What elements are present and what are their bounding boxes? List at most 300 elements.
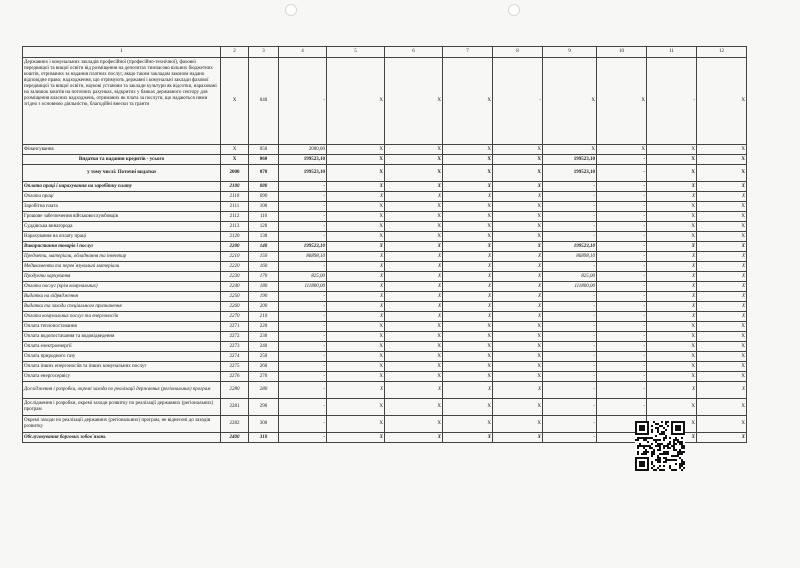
cell: X bbox=[493, 416, 543, 433]
cell: X bbox=[443, 282, 493, 292]
cell: X bbox=[697, 222, 747, 232]
cell: - bbox=[279, 232, 327, 242]
cell: X bbox=[697, 155, 747, 165]
cell: X bbox=[327, 242, 385, 252]
cell: X bbox=[697, 252, 747, 262]
cell: 120 bbox=[249, 222, 279, 232]
column-number-row bbox=[23, 47, 747, 58]
cell: 210 bbox=[249, 312, 279, 322]
cell: 050 bbox=[249, 145, 279, 155]
cell: X bbox=[493, 342, 543, 352]
cell: - bbox=[279, 372, 327, 382]
cell: X bbox=[385, 322, 443, 332]
cell: 2270 bbox=[221, 312, 249, 322]
cell: - bbox=[279, 292, 327, 302]
cell: X bbox=[647, 165, 697, 182]
col-header: 2 bbox=[221, 47, 249, 58]
cell: X bbox=[647, 222, 697, 232]
cell: X bbox=[647, 399, 697, 416]
cell: - bbox=[279, 302, 327, 312]
cell: X bbox=[647, 352, 697, 362]
row-name: Оплата праці bbox=[23, 192, 221, 202]
cell: X bbox=[697, 145, 747, 155]
cell: X bbox=[327, 399, 385, 416]
cell: X bbox=[385, 58, 443, 145]
cell: 111800,00 bbox=[543, 282, 597, 292]
col-header: 4 bbox=[279, 47, 327, 58]
cell: - bbox=[279, 222, 327, 232]
row-name: Суддівська винагорода bbox=[23, 222, 221, 232]
cell: - bbox=[597, 242, 647, 252]
cell: 280 bbox=[249, 382, 279, 399]
cell: - bbox=[279, 212, 327, 222]
cell: 2271 bbox=[221, 322, 249, 332]
cell: X bbox=[697, 372, 747, 382]
cell: - bbox=[543, 192, 597, 202]
cell: X bbox=[221, 155, 249, 165]
cell: - bbox=[597, 262, 647, 272]
cell: X bbox=[647, 252, 697, 262]
row-name: Медикаменти та перев`язувальні матеріали bbox=[23, 262, 221, 272]
cell: 290 bbox=[249, 399, 279, 416]
cell: 150 bbox=[249, 252, 279, 262]
cell: X bbox=[697, 433, 747, 443]
cell: X bbox=[327, 312, 385, 322]
cell: 2281 bbox=[221, 399, 249, 416]
cell: - bbox=[543, 202, 597, 212]
cell: X bbox=[385, 282, 443, 292]
cell: X bbox=[697, 202, 747, 212]
table-row bbox=[23, 58, 747, 145]
cell: - bbox=[543, 232, 597, 242]
cell: - bbox=[279, 416, 327, 433]
row-name: Оплата комунальних послуг та енергоносіїв bbox=[23, 312, 221, 322]
cell: X bbox=[597, 145, 647, 155]
cell: X bbox=[543, 58, 597, 145]
cell: X bbox=[493, 352, 543, 362]
cell: X bbox=[327, 433, 385, 443]
cell: X bbox=[327, 342, 385, 352]
cell: - bbox=[597, 352, 647, 362]
cell: 199523,10 bbox=[543, 242, 597, 252]
col-header: 10 bbox=[597, 47, 647, 58]
cell: X bbox=[697, 382, 747, 399]
cell: - bbox=[597, 302, 647, 312]
cell: 2100 bbox=[221, 182, 249, 192]
cell: X bbox=[327, 58, 385, 145]
cell: X bbox=[327, 165, 385, 182]
cell: 199523,10 bbox=[279, 155, 327, 165]
cell: - bbox=[279, 433, 327, 443]
table-row bbox=[23, 372, 747, 382]
cell: X bbox=[385, 302, 443, 312]
cell: X bbox=[443, 242, 493, 252]
cell: 199523,10 bbox=[279, 242, 327, 252]
cell: X bbox=[493, 302, 543, 312]
cell: X bbox=[385, 165, 443, 182]
row-name: Видатки та заходи спеціального призначення bbox=[23, 302, 221, 312]
cell: X bbox=[697, 352, 747, 362]
cell: 2400 bbox=[221, 433, 249, 443]
cell: X bbox=[647, 192, 697, 202]
cell: X bbox=[385, 232, 443, 242]
cell: X bbox=[443, 322, 493, 332]
cell: X bbox=[385, 382, 443, 399]
table-row bbox=[23, 292, 747, 302]
col-header: 1 bbox=[23, 47, 221, 58]
cell: X bbox=[385, 312, 443, 322]
cell: X bbox=[493, 272, 543, 282]
cell: - bbox=[279, 332, 327, 342]
cell: X bbox=[543, 145, 597, 155]
cell: - bbox=[279, 362, 327, 372]
cell: - bbox=[279, 262, 327, 272]
row-name: Використання товарів і послуг bbox=[23, 242, 221, 252]
row-name: Оплата праці і нарахування на заробітну плату bbox=[23, 182, 221, 192]
cell: X bbox=[443, 372, 493, 382]
cell: - bbox=[597, 202, 647, 212]
cell: - bbox=[543, 322, 597, 332]
cell: 230 bbox=[249, 332, 279, 342]
cell: X bbox=[385, 155, 443, 165]
table-row bbox=[23, 252, 747, 262]
cell: X bbox=[443, 416, 493, 433]
cell: 2274 bbox=[221, 352, 249, 362]
cell: X bbox=[385, 242, 443, 252]
cell: X bbox=[443, 433, 493, 443]
cell: X bbox=[385, 342, 443, 352]
cell: X bbox=[443, 332, 493, 342]
bleed-through-text bbox=[395, 98, 397, 104]
cell: X bbox=[647, 262, 697, 272]
cell: X bbox=[385, 433, 443, 443]
cell: - bbox=[597, 282, 647, 292]
cell: - bbox=[543, 292, 597, 302]
cell: - bbox=[279, 352, 327, 362]
cell: X bbox=[647, 242, 697, 252]
row-name: Окремі заходи по реалізації державних (регіональних) програм, не віднесені до заходів розвитку bbox=[23, 416, 221, 433]
cell: - bbox=[597, 182, 647, 192]
table-row bbox=[23, 382, 747, 399]
cell: - bbox=[597, 165, 647, 182]
row-name: Предмети, матеріали, обладнання та інвентар bbox=[23, 252, 221, 262]
table-row bbox=[23, 312, 747, 322]
cell: X bbox=[697, 232, 747, 242]
cell: 2111 bbox=[221, 202, 249, 212]
cell: - bbox=[279, 322, 327, 332]
cell: X bbox=[385, 145, 443, 155]
cell: X bbox=[647, 202, 697, 212]
cell: X bbox=[443, 192, 493, 202]
cell: X bbox=[697, 242, 747, 252]
cell: X bbox=[647, 362, 697, 372]
cell: - bbox=[543, 182, 597, 192]
budget-table bbox=[22, 46, 747, 443]
cell: 2260 bbox=[221, 302, 249, 312]
cell: X bbox=[443, 145, 493, 155]
cell: 2280 bbox=[221, 382, 249, 399]
cell: X bbox=[327, 322, 385, 332]
cell: 110 bbox=[249, 212, 279, 222]
table-row bbox=[23, 272, 747, 282]
cell: 180 bbox=[249, 282, 279, 292]
cell: X bbox=[385, 399, 443, 416]
cell: 090 bbox=[249, 192, 279, 202]
cell: 2282 bbox=[221, 416, 249, 433]
cell: X bbox=[327, 282, 385, 292]
cell: 199523,10 bbox=[279, 165, 327, 182]
col-header: 7 bbox=[443, 47, 493, 58]
cell: 270 bbox=[249, 372, 279, 382]
cell: 070 bbox=[249, 165, 279, 182]
cell: 2272 bbox=[221, 332, 249, 342]
qr-code bbox=[635, 421, 685, 471]
cell: X bbox=[647, 433, 697, 443]
cell: X bbox=[327, 382, 385, 399]
cell: X bbox=[647, 292, 697, 302]
cell: X bbox=[327, 252, 385, 262]
cell: X bbox=[327, 232, 385, 242]
cell: X bbox=[647, 342, 697, 352]
punch-hole-left bbox=[285, 4, 297, 16]
row-name: Оплата послуг (крім комунальних) bbox=[23, 282, 221, 292]
cell: X bbox=[697, 362, 747, 372]
cell: X bbox=[697, 322, 747, 332]
cell: X bbox=[385, 222, 443, 232]
cell: X bbox=[697, 212, 747, 222]
cell: X bbox=[647, 372, 697, 382]
cell: X bbox=[493, 372, 543, 382]
cell: - bbox=[597, 232, 647, 242]
cell: X bbox=[647, 272, 697, 282]
cell: 220 bbox=[249, 322, 279, 332]
cell: X bbox=[493, 222, 543, 232]
row-name: Грошове забезпечення військовослужбовців bbox=[23, 212, 221, 222]
cell: X bbox=[647, 416, 697, 433]
cell: X bbox=[327, 416, 385, 433]
cell: - bbox=[597, 372, 647, 382]
cell: 2220 bbox=[221, 262, 249, 272]
row-name: Дослідження і розробки, окремі заходи розвитку по реалізації державних (регіональних) програм bbox=[23, 399, 221, 416]
cell: 2230 bbox=[221, 272, 249, 282]
cell: - bbox=[543, 262, 597, 272]
col-header: 8 bbox=[493, 47, 543, 58]
cell: X bbox=[443, 202, 493, 212]
cell: X bbox=[327, 145, 385, 155]
col-header: 11 bbox=[647, 47, 697, 58]
cell: X bbox=[327, 192, 385, 202]
table-row bbox=[23, 282, 747, 292]
cell: 2240 bbox=[221, 282, 249, 292]
cell: - bbox=[543, 222, 597, 232]
cell: - bbox=[597, 272, 647, 282]
cell: - bbox=[279, 342, 327, 352]
cell: - bbox=[543, 362, 597, 372]
cell: - bbox=[279, 399, 327, 416]
cell: X bbox=[493, 182, 543, 192]
cell: X bbox=[493, 282, 543, 292]
cell: - bbox=[597, 322, 647, 332]
table-row bbox=[23, 332, 747, 342]
cell: X bbox=[493, 252, 543, 262]
cell: X bbox=[327, 292, 385, 302]
cell: X bbox=[443, 272, 493, 282]
cell: 040 bbox=[249, 58, 279, 145]
cell: - bbox=[597, 362, 647, 372]
row-name: Заробітна плата bbox=[23, 202, 221, 212]
col-header: 5 bbox=[327, 47, 385, 58]
cell: X bbox=[493, 202, 543, 212]
row-name: Оплата енергосервісу bbox=[23, 372, 221, 382]
table-row bbox=[23, 342, 747, 352]
table-row bbox=[23, 202, 747, 212]
cell: - bbox=[597, 222, 647, 232]
cell: X bbox=[385, 332, 443, 342]
cell: - bbox=[597, 382, 647, 399]
cell: 060 bbox=[249, 155, 279, 165]
cell: X bbox=[443, 182, 493, 192]
cell: X bbox=[327, 182, 385, 192]
cell: X bbox=[443, 252, 493, 262]
cell: 2200 bbox=[221, 242, 249, 252]
cell: X bbox=[327, 302, 385, 312]
cell: - bbox=[543, 332, 597, 342]
cell: - bbox=[597, 312, 647, 322]
cell: X bbox=[493, 212, 543, 222]
cell: X bbox=[443, 312, 493, 322]
table-row bbox=[23, 155, 747, 165]
cell: X bbox=[221, 145, 249, 155]
cell: X bbox=[385, 252, 443, 262]
cell: X bbox=[443, 399, 493, 416]
cell: X bbox=[597, 58, 647, 145]
cell: - bbox=[597, 292, 647, 302]
cell: - bbox=[279, 182, 327, 192]
cell: X bbox=[493, 322, 543, 332]
cell: X bbox=[493, 232, 543, 242]
cell: X bbox=[647, 282, 697, 292]
row-name: Оплата водопостачання та водовідведення bbox=[23, 332, 221, 342]
cell: X bbox=[327, 212, 385, 222]
cell: X bbox=[443, 155, 493, 165]
cell: X bbox=[647, 232, 697, 242]
cell: X bbox=[697, 282, 747, 292]
row-name: Продукти харчування bbox=[23, 272, 221, 282]
cell: 160 bbox=[249, 262, 279, 272]
cell: X bbox=[493, 155, 543, 165]
cell: X bbox=[493, 382, 543, 399]
cell: 100 bbox=[249, 202, 279, 212]
cell: X bbox=[493, 312, 543, 322]
cell: - bbox=[279, 382, 327, 399]
cell: 2000,00 bbox=[279, 145, 327, 155]
cell: - bbox=[647, 58, 697, 145]
cell: 2250 bbox=[221, 292, 249, 302]
cell: 310 bbox=[249, 433, 279, 443]
row-name: Оплата теплопостачання bbox=[23, 322, 221, 332]
cell: X bbox=[443, 292, 493, 302]
cell: X bbox=[443, 342, 493, 352]
cell: X bbox=[493, 433, 543, 443]
cell: X bbox=[493, 332, 543, 342]
row-name: Фінансування bbox=[23, 145, 221, 155]
cell: X bbox=[697, 302, 747, 312]
cell: X bbox=[443, 382, 493, 399]
cell: - bbox=[597, 399, 647, 416]
cell: X bbox=[697, 262, 747, 272]
cell: X bbox=[443, 232, 493, 242]
row-name: Видатки та надання кредитів - усього bbox=[23, 155, 221, 165]
cell: X bbox=[443, 352, 493, 362]
cell: 2275 bbox=[221, 362, 249, 372]
cell: X bbox=[697, 399, 747, 416]
cell: 2113 bbox=[221, 222, 249, 232]
cell: X bbox=[443, 222, 493, 232]
cell: X bbox=[385, 262, 443, 272]
table-row bbox=[23, 399, 747, 416]
table-row bbox=[23, 182, 747, 192]
cell: X bbox=[443, 165, 493, 182]
cell: X bbox=[385, 192, 443, 202]
row-name: Державних і комунальних закладів професійної (професійно-технічної), фахової передвищої та вищої освіти від розміщення на депозитах тимчасово вільних бюджетних коштів, отриманих за надання платних послуг, якщо таким закладам законом надано відповідне право; надходження, що отримують державні і комунальні заклади фахової передвищої та вищої освіти, наукові установи та заклади культури як відсотки, нараховані на залишок коштів на поточних рахунках, відкритих у банках державного сектору для розміщення власних надходжень, отриманих як плата за послуги, що надаються ними згідно з основною діяльністю, благодійні внески та гранти bbox=[23, 58, 221, 145]
cell: X bbox=[647, 332, 697, 342]
col-header: 12 bbox=[697, 47, 747, 58]
cell: X bbox=[385, 362, 443, 372]
table-row bbox=[23, 222, 747, 232]
cell: - bbox=[543, 342, 597, 352]
row-name: Оплата інших енергоносіїв та інших комунальних послуг bbox=[23, 362, 221, 372]
cell: 170 bbox=[249, 272, 279, 282]
cell: X bbox=[327, 362, 385, 372]
cell: - bbox=[279, 312, 327, 322]
cell: X bbox=[493, 242, 543, 252]
row-name: Видатки на відрядження bbox=[23, 292, 221, 302]
cell: X bbox=[385, 352, 443, 362]
cell: - bbox=[279, 58, 327, 145]
cell: X bbox=[443, 262, 493, 272]
cell: X bbox=[647, 312, 697, 322]
cell: X bbox=[385, 416, 443, 433]
cell: 2276 bbox=[221, 372, 249, 382]
table-row bbox=[23, 302, 747, 312]
cell: - bbox=[279, 192, 327, 202]
col-header: 6 bbox=[385, 47, 443, 58]
cell: - bbox=[597, 332, 647, 342]
cell: 86898,10 bbox=[543, 252, 597, 262]
cell: X bbox=[647, 145, 697, 155]
cell: - bbox=[597, 155, 647, 165]
cell: X bbox=[327, 262, 385, 272]
row-name: Нарахування на оплату праці bbox=[23, 232, 221, 242]
cell: X bbox=[493, 145, 543, 155]
cell: 86898,10 bbox=[279, 252, 327, 262]
table-row bbox=[23, 232, 747, 242]
cell: 260 bbox=[249, 362, 279, 372]
cell: 2112 bbox=[221, 212, 249, 222]
table-row bbox=[23, 242, 747, 252]
cell: - bbox=[597, 212, 647, 222]
cell: X bbox=[385, 212, 443, 222]
table-row bbox=[23, 192, 747, 202]
cell: X bbox=[327, 202, 385, 212]
cell: X bbox=[385, 182, 443, 192]
cell: X bbox=[443, 302, 493, 312]
cell: - bbox=[543, 212, 597, 222]
cell: X bbox=[493, 262, 543, 272]
cell: - bbox=[597, 342, 647, 352]
cell: 2000 bbox=[221, 165, 249, 182]
cell: X bbox=[327, 372, 385, 382]
